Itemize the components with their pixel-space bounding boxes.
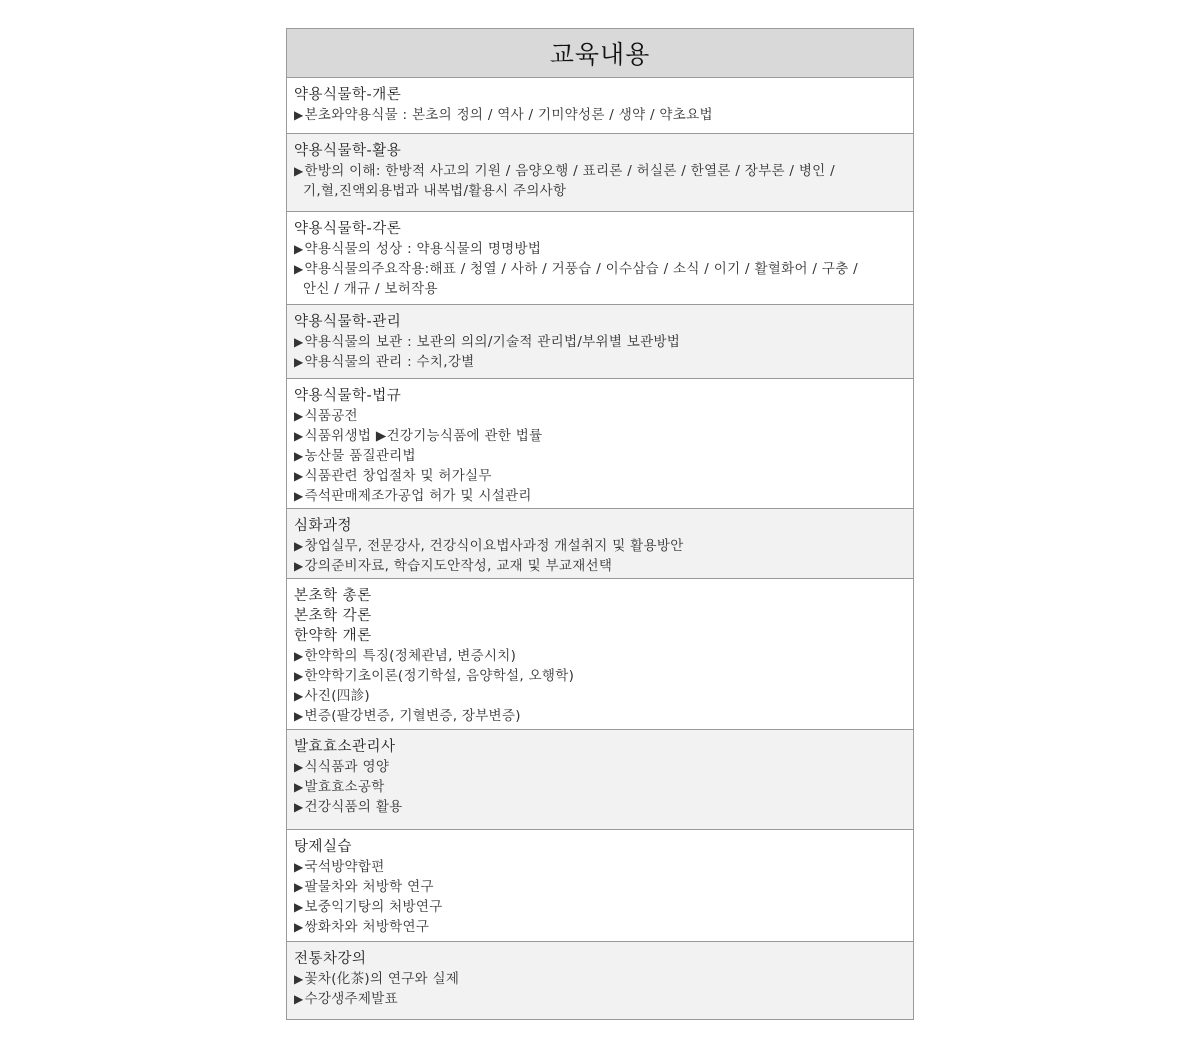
bullet-arrow-icon: ▶ [294, 262, 304, 276]
bullet-item: ▶한약학기초이론(정기학설, 음양학설, 오행학) [294, 668, 575, 684]
section-herbal-detail [287, 212, 913, 305]
bullet-arrow-icon: ▶ [294, 489, 304, 503]
bullet-item: ▶쌍화차와 처방학연구 [294, 919, 430, 935]
bullet-arrow-icon: ▶ [294, 709, 304, 723]
bullet-item: ▶약용식물의 관리 : 수치,강별 [294, 354, 475, 370]
section-title: 발효효소관리사 [294, 739, 396, 755]
bullet-item: ▶본초와약용식물 : 본초의 정의 / 역사 / 기미약성론 / 생약 / 약초요법 [294, 107, 713, 123]
bullet-item: ▶한약학의 특징(정체관념, 변증시치) [294, 648, 517, 664]
section-title: 약용식물학-개론 [294, 87, 402, 103]
bullet-item: ▶약용식물의 보관 : 보관의 의의/기술적 관리법/부위별 보관방법 [294, 334, 681, 350]
section-decoction-practice [287, 830, 913, 942]
bullet-arrow-icon: ▶ [294, 559, 304, 573]
section-herbal-management [287, 305, 913, 379]
bullet-arrow-icon: ▶ [294, 880, 304, 894]
bullet-item: ▶수강생주제발표 [294, 991, 398, 1007]
section-title: 본초학 총론 [294, 588, 372, 604]
section-traditional-tea-lecture [287, 942, 913, 1019]
bullet-arrow-icon: ▶ [294, 992, 304, 1006]
section-title: 탕제실습 [294, 839, 353, 855]
section-herbal-regulations [287, 379, 913, 509]
bullet-item: ▶국석방약합편 [294, 859, 385, 875]
section-herbal-intro [287, 78, 913, 134]
bullet-arrow-icon: ▶ [294, 972, 304, 986]
bullet-item: ▶건강식품의 활용 [294, 799, 403, 815]
section-fermentation-manager [287, 730, 913, 830]
bullet-item: ▶사진(四診) [294, 688, 370, 704]
bullet-arrow-icon: ▶ [294, 689, 304, 703]
section-herbal-application [287, 134, 913, 212]
bullet-item: ▶발효효소공학 [294, 779, 385, 795]
bullet-arrow-icon: ▶ [294, 469, 304, 483]
section-title: 심화과정 [294, 518, 353, 534]
table-header [287, 29, 913, 78]
bullet-arrow-icon: ▶ [294, 920, 304, 934]
bullet-item: ▶한방의 이해: 한방적 사고의 기원 / 음양오행 / 표리론 / 허실론 / 한열론 / 장부론 / 병인 / 기,혈,진액외용법과 내복법/활용시 주의사항 [294, 163, 835, 199]
bullet-arrow-icon: ▶ [294, 409, 304, 423]
bullet-item: ▶팔물차와 처방학 연구 [294, 879, 434, 895]
section-title: 약용식물학-각론 [294, 221, 402, 237]
bullet-item: ▶강의준비자료, 학습지도안작성, 교재 및 부교재선택 [294, 558, 613, 574]
bullet-item: ▶약용식물의주요작용:해표 / 청열 / 사하 / 거풍습 / 이수삼습 / 소식 / 이기 / 활혈화어 / 구충 / 안신 / 개규 / 보허작용 [294, 261, 858, 297]
education-content-table [286, 28, 914, 1020]
section-title: 본초학 각론 [294, 608, 372, 624]
bullet-item: ▶약용식물의 성상 : 약용식물의 명명방법 [294, 241, 542, 257]
bullet-arrow-icon: ▶ [294, 860, 304, 874]
section-title: 약용식물학-관리 [294, 314, 402, 330]
bullet-item: ▶식품공전 [294, 408, 358, 424]
bullet-item: ▶창업실무, 전문강사, 건강식이요법사과정 개설취지 및 활용방안 [294, 538, 684, 554]
bullet-arrow-icon: ▶ [294, 649, 304, 663]
bullet-arrow-icon: ▶ [294, 429, 304, 443]
bullet-item: ▶꽃차(化茶)의 연구와 실제 [294, 971, 460, 987]
bullet-arrow-icon: ▶ [294, 669, 304, 683]
section-title: 한약학 개론 [294, 628, 372, 644]
bullet-item: ▶농산물 품질관리법 [294, 448, 416, 464]
bullet-item: ▶변증(팔강변증, 기혈변증, 장부변증) [294, 708, 521, 724]
section-title: 약용식물학-법규 [294, 388, 402, 404]
section-title: 약용식물학-활용 [294, 143, 402, 159]
section-advanced-course [287, 509, 913, 579]
bullet-arrow-icon: ▶ [294, 900, 304, 914]
bullet-arrow-icon: ▶ [294, 164, 304, 178]
bullet-item: ▶식품관련 창업절차 및 허가실무 [294, 468, 492, 484]
bullet-item: ▶식식품과 영양 [294, 759, 390, 775]
bullet-item: ▶식품위생법 ▶건강기능식품에 관한 법률 [294, 428, 543, 444]
bullet-arrow-icon: ▶ [294, 760, 304, 774]
bullet-arrow-icon: ▶ [294, 335, 304, 349]
section-title: 전통차강의 [294, 951, 367, 967]
bullet-arrow-icon: ▶ [294, 539, 304, 553]
bullet-arrow-icon: ▶ [294, 449, 304, 463]
bullet-arrow-icon: ▶ [294, 780, 304, 794]
bullet-arrow-icon: ▶ [294, 800, 304, 814]
bullet-arrow-icon: ▶ [294, 355, 304, 369]
header-title: 교육내용 [549, 40, 651, 69]
bullet-arrow-icon: ▶ [294, 108, 304, 122]
bullet-item: ▶보중익기탕의 처방연구 [294, 899, 443, 915]
bullet-arrow-icon: ▶ [294, 242, 304, 256]
bullet-item: ▶즉석판매제조가공업 허가 및 시설관리 [294, 488, 532, 504]
section-materia-medica [287, 579, 913, 730]
